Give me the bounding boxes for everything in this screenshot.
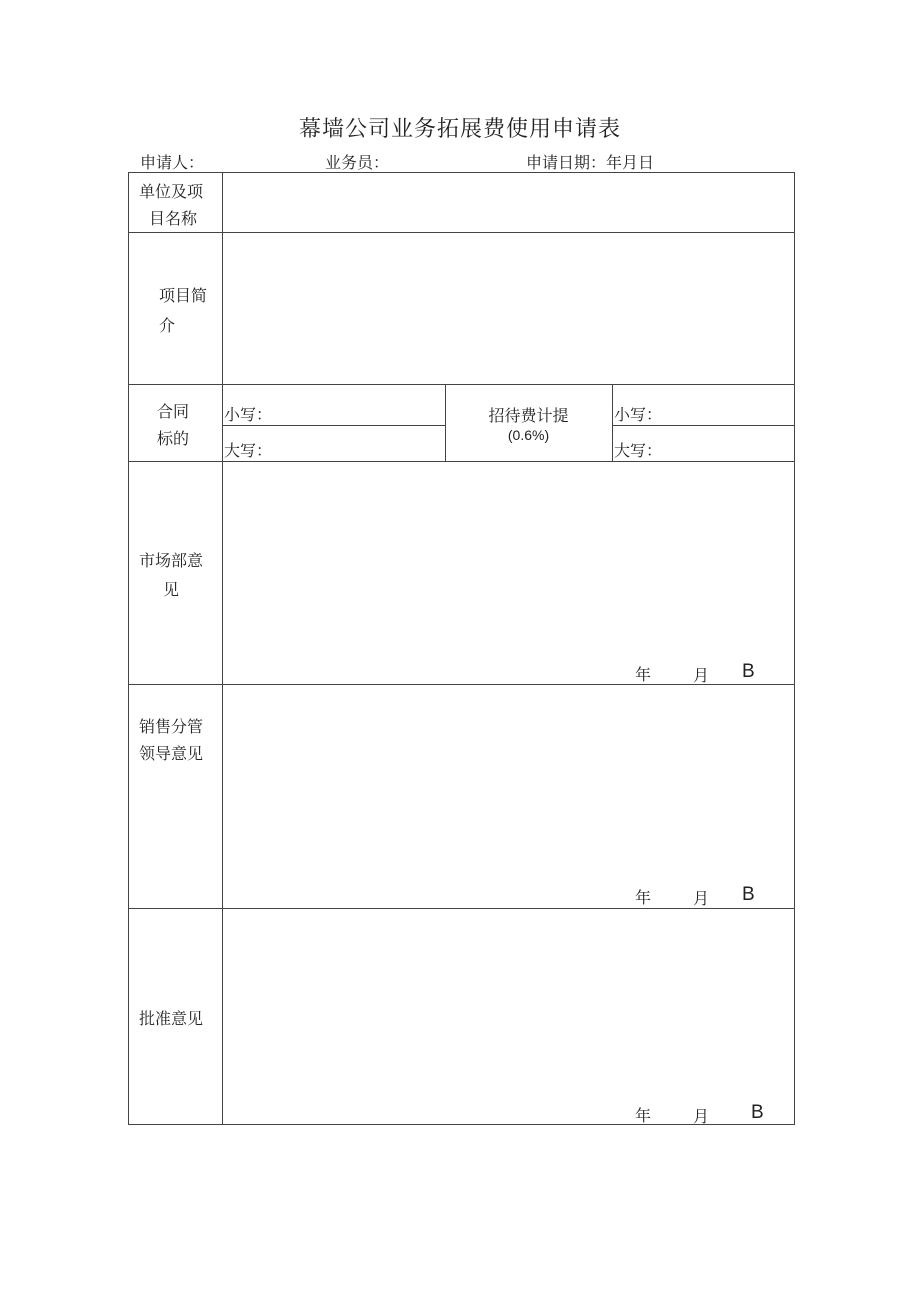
row-divider <box>129 232 794 233</box>
form-title: 幕墙公司业务拓展费使用申请表 <box>298 117 621 142</box>
entertainment-fee-rate: (0.6%) <box>507 427 550 443</box>
marketing-date-year: 年 <box>635 665 652 684</box>
cell-divider <box>612 384 613 461</box>
marketing-opinion-label: 市场部意 见 <box>139 551 204 599</box>
marketing-opinion-field[interactable] <box>224 463 793 653</box>
sales-leader-opinion-label: 销售分管 领导意见 <box>139 717 204 763</box>
marketing-date-day: B <box>742 661 755 682</box>
sales-leader-date-year: 年 <box>635 888 652 907</box>
sales-leader-date-month: 月 <box>693 889 710 908</box>
approval-date-year: 年 <box>635 1106 652 1125</box>
salesperson-label: 业务员： <box>325 153 390 172</box>
unit-project-name-label: 单位及项 目名称 <box>139 182 204 228</box>
project-summary-field[interactable] <box>224 234 793 383</box>
approval-date-day: B <box>751 1102 764 1123</box>
label-column-divider <box>222 173 223 1124</box>
row-divider <box>129 384 794 385</box>
apply-date-label: 申请日期：年月日 <box>526 153 655 172</box>
approval-opinion-field[interactable] <box>224 910 793 1095</box>
form-table <box>128 172 795 1125</box>
entertainment-fee-label: 招待费计提 <box>488 406 569 425</box>
sales-leader-date-day: B <box>742 884 755 905</box>
contract-amount-numeric-field[interactable]: 小写： <box>224 405 273 424</box>
sales-leader-opinion-field[interactable] <box>224 686 793 876</box>
entertainment-amount-words-field[interactable]: 大写： <box>614 441 663 460</box>
cell-divider <box>612 425 794 426</box>
approval-date-month: 月 <box>693 1107 710 1126</box>
contract-subject-label: 合同 标的 <box>157 402 190 448</box>
applicant-label: 申请人： <box>140 153 205 172</box>
approval-opinion-label: 批准意见 <box>139 1009 204 1028</box>
entertainment-amount-numeric-field[interactable]: 小写： <box>614 405 663 424</box>
unit-project-name-field[interactable] <box>224 174 793 231</box>
contract-amount-words-field[interactable]: 大写： <box>224 441 273 460</box>
cell-divider <box>222 425 445 426</box>
project-summary-label: 项目简 介 <box>159 286 208 335</box>
marketing-date-month: 月 <box>693 666 710 685</box>
row-divider <box>129 461 794 462</box>
